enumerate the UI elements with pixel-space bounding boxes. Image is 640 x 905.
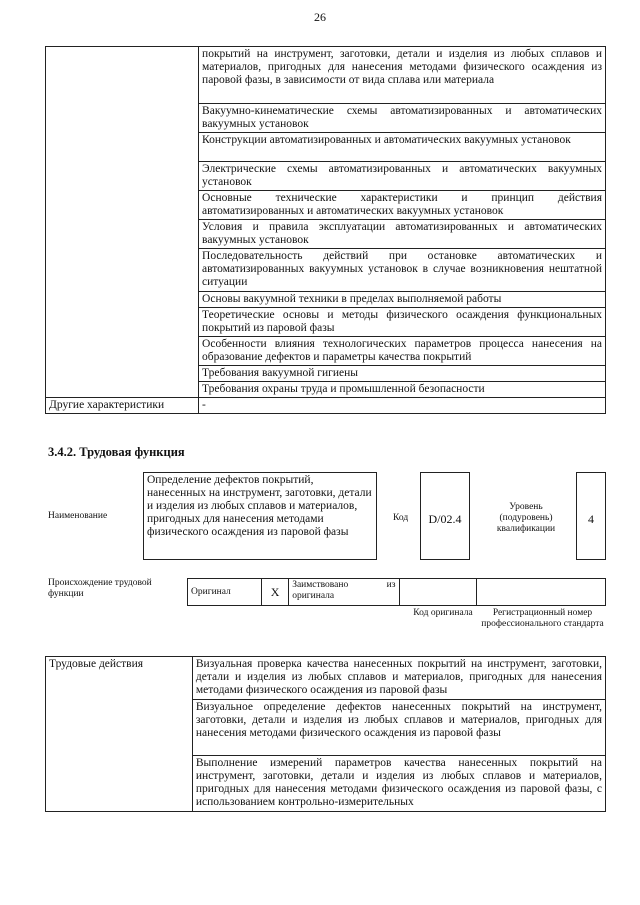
code-original-caption: Код оригинала — [413, 608, 473, 618]
level-label: Уровень (подуровень) квалификации — [496, 502, 556, 534]
table-cell: Основы вакуумной техники в пределах выполняемой работы — [199, 292, 606, 308]
origin-borrowed-label: Заимствовано из оригинала — [289, 579, 399, 606]
other-characteristics-value: - — [199, 398, 606, 414]
table-cell: Требования вакуумной гигиены — [199, 366, 606, 382]
origin-label: Происхождение трудовой функции — [48, 578, 152, 599]
table-cell: Выполнение измерений параметров качества нанесенных покрытий на инструмент, заготовки, детали и изделия из любых сплавов и материалов, пригодных для нанесения методами физического осаждения из паровой фазы, с использованием контрольно-измерительных — [192, 756, 605, 812]
knowledge-table — [45, 46, 606, 414]
table-cell: Основные технические характеристики и принцип действия автоматизированных и автоматических вакуумных установок — [199, 191, 606, 220]
reg-number-caption: Регистрационный номер профессионального стандарта — [481, 608, 604, 629]
table-cell: Последовательность действий при остановке автоматических и автоматизированных вакуумных установок в случае возникновения нештатной ситуации — [199, 249, 606, 292]
origin-original-label: Оригинал — [188, 579, 262, 606]
function-code-box: D/02.4 — [420, 472, 470, 560]
origin-mark: X — [261, 579, 288, 606]
table-cell: Требования охраны труда и промышленной безопасности — [199, 382, 606, 398]
level-value-box: 4 — [576, 472, 606, 560]
table-cell: покрытий на инструмент, заготовки, детали и изделия из любых сплавов и материалов, пригодных для нанесения методами физического осаждения из паровой фазы, в зависимости от вида сплава или материала — [199, 47, 606, 104]
table-cell: Конструкции автоматизированных и автоматических вакуумных установок — [199, 133, 606, 162]
table-row — [46, 398, 606, 414]
labor-actions-table — [45, 656, 606, 812]
table-cell: Визуальное определение дефектов нанесенных покрытий на инструмент, заготовки, детали и изделия из любых сплавов и материалов, пригодных для нанесения методами физического осаждения из паровой фазы — [192, 700, 605, 756]
section-heading: 3.4.2. Трудовая функция — [48, 445, 185, 459]
origin-reg-cell — [477, 579, 606, 606]
labor-actions-label: Трудовые действия — [46, 657, 193, 812]
code-label: Код — [393, 513, 409, 523]
name-label: Наименование — [48, 511, 108, 521]
function-name-box: Определение дефектов покрытий, нанесенных на инструмент, заготовки, детали и изделия из любых сплавов и материалов, пригодных для нанесения методами физического осаждения из паровой фазы — [143, 472, 377, 560]
table-cell: Вакуумно-кинематические схемы автоматизированных и автоматических вакуумных установок — [199, 104, 606, 133]
table-row — [188, 579, 606, 606]
table-row — [46, 657, 606, 700]
table-cell: Теоретические основы и методы физического осаждения функциональных покрытий из паровой фазы — [199, 308, 606, 337]
table-cell: Условия и правила эксплуатации автоматизированных и автоматических вакуумных установок — [199, 220, 606, 249]
table-row — [46, 47, 606, 104]
table-cell-empty — [46, 47, 199, 398]
origin-table — [187, 578, 606, 606]
table-cell: Визуальная проверка качества нанесенных покрытий на инструмент, заготовки, детали и изделия из любых сплавов и материалов, пригодных для нанесения методами физического осаждения из паровой фазы — [192, 657, 605, 700]
table-cell: Особенности влияния технологических параметров процесса нанесения на образование дефектов и параметры качества покрытий — [199, 337, 606, 366]
page-number: 26 — [314, 10, 326, 24]
other-characteristics-label: Другие характеристики — [46, 398, 199, 414]
origin-code-cell — [399, 579, 477, 606]
table-cell: Электрические схемы автоматизированных и автоматических вакуумных установок — [199, 162, 606, 191]
